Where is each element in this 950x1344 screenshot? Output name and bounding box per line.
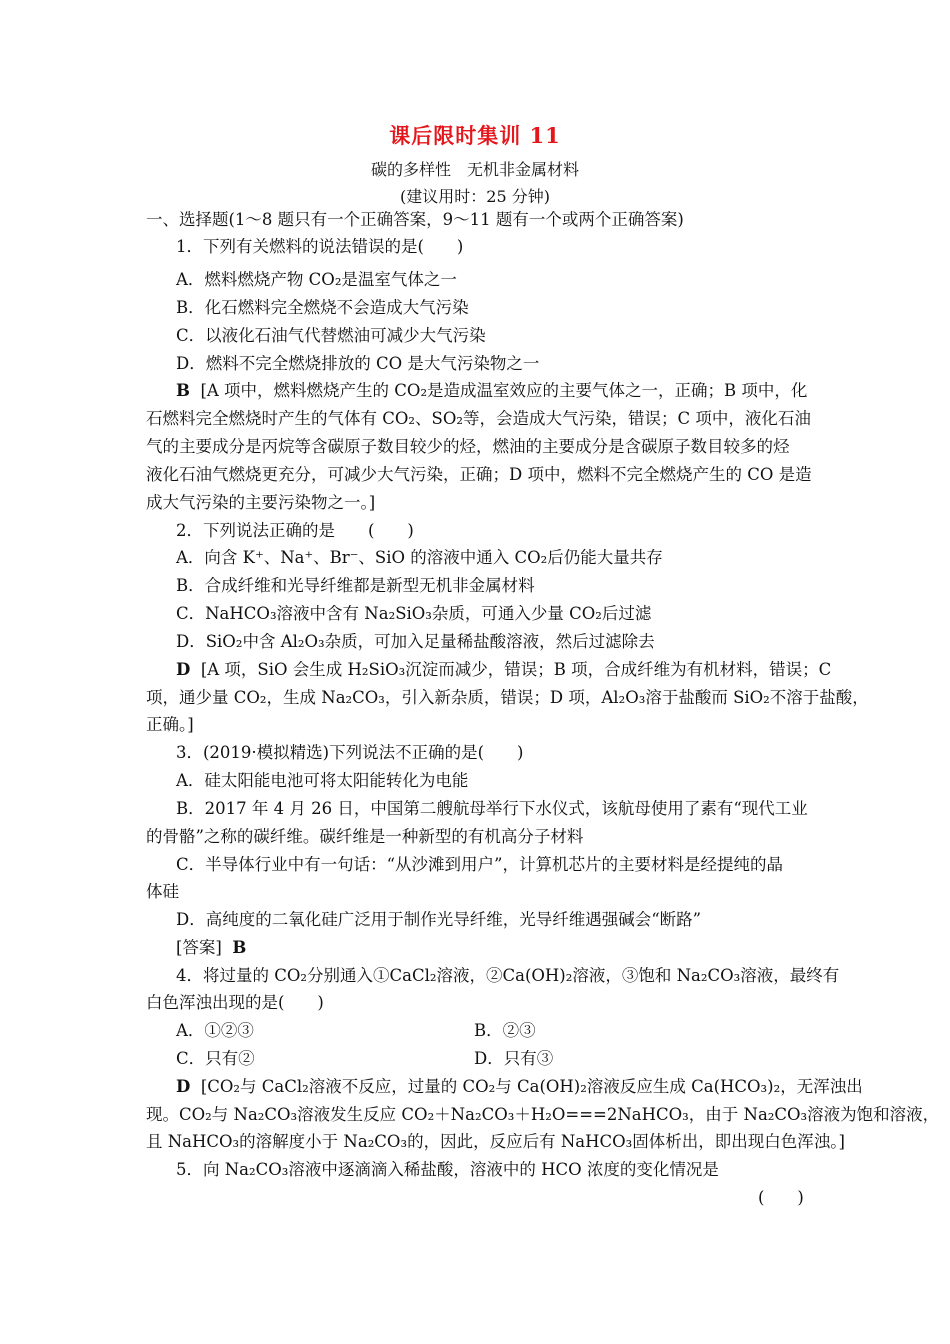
suggested-time: (建议用时：25 分钟) bbox=[400, 187, 550, 206]
q1-explanation-line: 气的主要成分是丙烷等含碳原子数目较少的烃，燃油的主要成分是含碳原子数目较多的烃 bbox=[146, 437, 790, 456]
section-heading: 一、选择题(1～8 题只有一个正确答案，9～11 题有一个或两个正确答案) bbox=[146, 210, 684, 229]
q2-explanation-line: 项，通少量 CO₂，生成 Na₂CO₃，引入新杂质，错误；D 项，Al₂O₃溶于盐酸而 SiO₂不溶于盐酸， bbox=[146, 688, 869, 707]
page-subtitle: 碳的多样性 无机非金属材料 bbox=[370, 160, 579, 179]
q4-explanation-line bbox=[176, 1077, 863, 1097]
q3-option-b: B．2017 年 4 月 26 日，中国第二艘航母举行下水仪式，该航母使用了素有“现代工业 bbox=[176, 799, 808, 818]
q3-option-a: A．硅太阳能电池可将太阳能转化为电能 bbox=[176, 771, 469, 790]
q4-explanation-line: 且 NaHCO₃的溶解度小于 Na₂CO₃的，因此，反应后有 NaHCO₃固体析出，即出现白色浑浊。] bbox=[146, 1132, 845, 1151]
q2-explanation-text: [A 项，SiO 会生成 H₂SiO₃沉淀而减少，错误；B 项，合成纤维为有机材料，错误；C bbox=[200, 660, 832, 679]
q1-option-d: D．燃料不完全燃烧排放的 CO 是大气污染物之一 bbox=[176, 354, 540, 373]
q1-stem: 1．下列有关燃料的说法错误的是( ) bbox=[176, 237, 464, 256]
q5-answer-blank: ( ) bbox=[758, 1188, 804, 1207]
q4-option-b: B．②③ bbox=[474, 1021, 536, 1040]
q2-option-b: B．合成纤维和光导纤维都是新型无机非金属材料 bbox=[176, 576, 535, 595]
q1-answer: B bbox=[176, 381, 190, 400]
q2-option-d: D．SiO₂中含 Al₂O₃杂质，可加入足量稀盐酸溶液，然后过滤除去 bbox=[176, 632, 655, 651]
q1-explanation-line: 石燃料完全燃烧时产生的气体有 CO₂、SO₂等，会造成大气污染，错误；C 项中，液化石油 bbox=[146, 409, 811, 428]
q3-option-c: C．半导体行业中有一句话：“从沙滩到用户”，计算机芯片的主要材料是经提纯的晶 bbox=[176, 855, 783, 874]
q4-stem-cont: 白色浑浊出现的是( ) bbox=[146, 993, 324, 1012]
page-title: 课后限时集训 11 bbox=[389, 123, 561, 148]
q3-answer: B bbox=[232, 938, 247, 957]
q1-explanation-text: [A 项中，燃料燃烧产生的 CO₂是造成温室效应的主要气体之一，正确；B 项中，化 bbox=[200, 381, 808, 400]
q4-stem: 4．将过量的 CO₂分别通入①CaCl₂溶液，②Ca(OH)₂溶液，③饱和 Na₂CO₃溶液，最终有 bbox=[176, 966, 840, 985]
q4-option-a: A．①②③ bbox=[176, 1021, 254, 1040]
q2-option-a: A．向含 K⁺、Na⁺、Br⁻、SiO 的溶液中通入 CO₂后仍能大量共存 bbox=[176, 548, 663, 567]
q2-stem: 2．下列说法正确的是 ( ) bbox=[176, 521, 414, 540]
q1-explanation-line: 液化石油气燃烧更充分，可减少大气污染，正确；D 项中，燃料不完全燃烧产生的 CO 是造 bbox=[146, 465, 812, 484]
q3-answer-label: [答案] bbox=[176, 938, 222, 957]
q1-explanation-line bbox=[176, 381, 807, 401]
q4-option-d: D．只有③ bbox=[474, 1049, 554, 1068]
q4-explanation-text: [CO₂与 CaCl₂溶液不反应，过量的 CO₂与 Ca(OH)₂溶液反应生成 Ca(HCO₃)₂，无浑浊出 bbox=[200, 1077, 863, 1096]
q3-option-d: D．高纯度的二氧化硅广泛用于制作光导纤维，光导纤维遇强碱会“断路” bbox=[176, 910, 702, 929]
q1-option-c: C．以液化石油气代替燃油可减少大气污染 bbox=[176, 326, 486, 345]
q4-option-c: C．只有② bbox=[176, 1049, 255, 1068]
q4-answer: D bbox=[176, 1077, 191, 1096]
q1-option-b: B．化石燃料完全燃烧不会造成大气污染 bbox=[176, 298, 469, 317]
q1-option-a: A．燃料燃烧产物 CO₂是温室气体之一 bbox=[176, 270, 457, 289]
q3-stem: 3．(2019·模拟精选)下列说法不正确的是( ) bbox=[176, 743, 524, 762]
q3-option-b-cont: 的骨骼”之称的碳纤维。碳纤维是一种新型的有机高分子材料 bbox=[146, 827, 584, 846]
q5-stem: 5．向 Na₂CO₃溶液中逐滴滴入稀盐酸，溶液中的 HCO 浓度的变化情况是 bbox=[176, 1160, 719, 1179]
q2-answer: D bbox=[176, 660, 191, 679]
q2-option-c: C．NaHCO₃溶液中含有 Na₂SiO₃杂质，可通入少量 CO₂后过滤 bbox=[176, 604, 652, 623]
q3-option-c-cont: 体硅 bbox=[146, 882, 179, 901]
q2-explanation-line: 正确。] bbox=[146, 715, 194, 734]
q2-explanation-line bbox=[176, 660, 831, 680]
q1-explanation-line: 成大气污染的主要污染物之一。] bbox=[146, 493, 376, 512]
q3-answer-line bbox=[176, 938, 246, 958]
q4-explanation-line: 现。CO₂与 Na₂CO₃溶液发生反应 CO₂＋Na₂CO₃＋H₂O===2NaHCO₃，由于 Na₂CO₃溶液为饱和溶液， bbox=[146, 1105, 940, 1124]
